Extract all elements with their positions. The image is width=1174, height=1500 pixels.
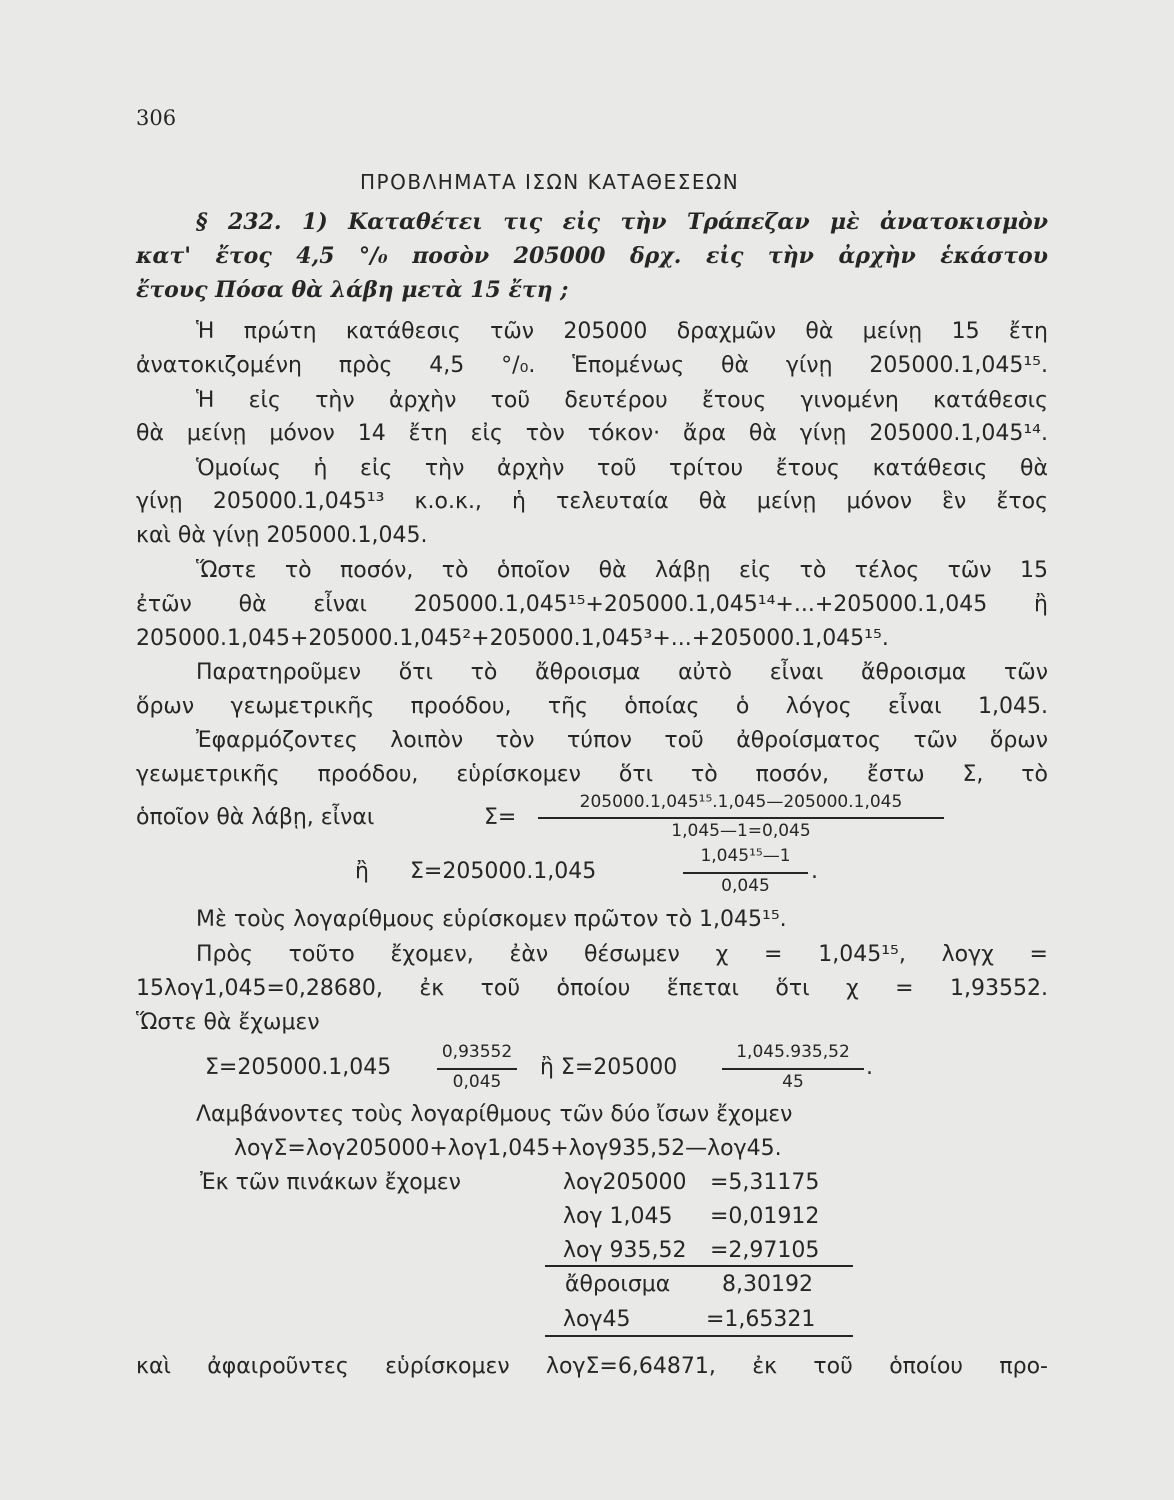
text-line: θὰ μείνῃ μόνον 14 ἔτη εἰς τὸν τόκον· ἄρα θὰ γίνῃ 205000.1,045¹⁴. — [136, 421, 1048, 446]
formula-end: . — [811, 859, 818, 884]
log-label: ἄθροισμα — [565, 1272, 671, 1297]
formula-lead: ὁποῖον θὰ λάβῃ, εἶναι — [136, 805, 375, 830]
text-line: Ἡ πρώτη κατάθεσις τῶν 205000 δραχμῶν θὰ μείνῃ 15 ἔτη — [196, 319, 1048, 344]
fraction-denominator: 0,045 — [721, 876, 770, 896]
fraction-bar — [722, 1068, 864, 1070]
text-line: ὅρων γεωμετρικῆς προόδου, τῆς ὁποίας ὁ λόγος εἶναι 1,045. — [136, 694, 1048, 719]
text-line: 205000.1,045+205000.1,045²+205000.1,045³+...+205000.1,045¹⁵. — [136, 626, 889, 651]
fraction-numerator: 205000.1,045¹⁵.1,045—205000.1,045 — [579, 792, 903, 812]
formula-lhs: Σ= — [484, 805, 517, 830]
log-value: =5,31175 — [710, 1170, 820, 1195]
text-line: 15λογ1,045=0,28680, ἐκ τοῦ ὁποίου ἕπεται ὅτι χ = 1,93552. — [136, 976, 1048, 1001]
log-value: 8,30192 — [722, 1272, 813, 1297]
section-header: ΠΡΟΒΛΗΜΑΤΑ ΙΣΩΝ ΚΑΤΑΘΕΣΕΩΝ — [360, 170, 740, 194]
fraction-bar — [437, 1068, 517, 1070]
text-line: γίνῃ 205000.1,045¹³ κ.ο.κ., ἡ τελευταία θὰ μείνῃ μόνον ἓν ἔτος — [136, 489, 1048, 514]
text-line: καὶ ἀφαιροῦντες εὑρίσκομεν λογΣ=6,64871, ἐκ τοῦ ὁποίου προ- — [136, 1354, 1048, 1379]
fraction-numerator: 1,045¹⁵—1 — [700, 846, 791, 866]
text-line: Ἡ εἰς τὴν ἀρχὴν τοῦ δευτέρου ἔτους γινομένη κατάθεσις — [196, 388, 1048, 413]
fraction-denominator: 0,045 — [452, 1072, 502, 1092]
text-line: Ἐφαρμόζοντες λοιπὸν τὸν τύπον τοῦ ἀθροίσματος τῶν ὅρων — [196, 728, 1048, 753]
fraction-bar — [538, 817, 944, 819]
text-line: ἐτῶν θὰ εἶναι 205000.1,045¹⁵+205000.1,045¹⁴+...+205000.1,045 ἢ — [136, 592, 1048, 617]
log-label: λογ45 — [563, 1307, 631, 1332]
difference-rule — [545, 1335, 853, 1337]
log-label: λογ 1,045 — [563, 1204, 673, 1229]
text-line: Ὥστε θὰ ἔχωμεν — [136, 1010, 320, 1035]
text-line: Ὁμοίως ἡ εἰς τὴν ἀρχὴν τοῦ τρίτου ἔτους κατάθεσις θὰ — [196, 456, 1048, 481]
fraction-denominator: 45 — [782, 1072, 804, 1092]
fraction-numerator: 0,93552 — [441, 1042, 513, 1062]
formula-lhs: Σ=205000.1,045 — [205, 1055, 392, 1080]
problem-line: ἔτους Πόσα θὰ λάβη μετὰ 15 ἔτη ; — [136, 277, 569, 303]
log-label: λογ 935,52 — [563, 1238, 687, 1263]
problem-line: § 232. 1) Καταθέτει τις εἰς τὴν Τράπεζαν μὲ ἀνατοκισμὸν — [196, 209, 1048, 235]
text-line: Ὥστε τὸ ποσόν, τὸ ὁποῖον θὰ λάβῃ εἰς τὸ τέλος τῶν 15 — [196, 558, 1048, 583]
formula-lead: ἢ — [355, 859, 369, 884]
formula-lhs: Σ=205000.1,045 — [410, 859, 597, 884]
log-value: =2,97105 — [710, 1238, 820, 1263]
text-line: Πρὸς τοῦτο ἔχομεν, ἐὰν θέσωμεν χ = 1,045¹⁵, λογχ = — [196, 942, 1048, 967]
fraction-bar — [683, 872, 808, 874]
log-value: =1,65321 — [706, 1307, 816, 1332]
text-line: Ἐκ τῶν πινάκων ἔχομεν — [200, 1170, 461, 1195]
problem-line: κατ' ἔτος 4,5 °/₀ ποσὸν 205000 δρχ. εἰς τὴν ἀρχὴν ἑκάστου — [136, 243, 1048, 269]
log-value: =0,01912 — [710, 1204, 820, 1229]
formula-mid: ἢ Σ=205000 — [540, 1055, 678, 1080]
sum-rule — [545, 1265, 853, 1267]
text-line: καὶ θὰ γίνῃ 205000.1,045. — [136, 523, 428, 548]
text-line: λογΣ=λογ205000+λογ1,045+λογ935,52—λογ45. — [234, 1136, 782, 1161]
fraction-numerator: 1,045.935,52 — [736, 1042, 850, 1062]
text-line: γεωμετρικῆς προόδου, εὑρίσκομεν ὅτι τὸ ποσόν, ἔστω Σ, τὸ — [136, 762, 1048, 787]
page-number: 306 — [136, 106, 177, 130]
fraction-denominator: 1,045—1=0,045 — [671, 821, 811, 841]
text-line: Λαμβάνοντες τοὺς λογαρίθμους τῶν δύο ἴσων ἔχομεν — [196, 1102, 793, 1127]
text-line: ἀνατοκιζομένη πρὸς 4,5 °/₀. Ἑπομένως θὰ γίνῃ 205000.1,045¹⁵. — [136, 353, 1048, 378]
formula-end: . — [866, 1055, 873, 1080]
log-label: λογ205000 — [563, 1170, 687, 1195]
text-line: Μὲ τοὺς λογαρίθμους εὑρίσκομεν πρῶτον τὸ 1,045¹⁵. — [196, 907, 787, 932]
text-line: Παρατηροῦμεν ὅτι τὸ ἄθροισμα αὐτὸ εἶναι ἄθροισμα τῶν — [196, 660, 1048, 685]
